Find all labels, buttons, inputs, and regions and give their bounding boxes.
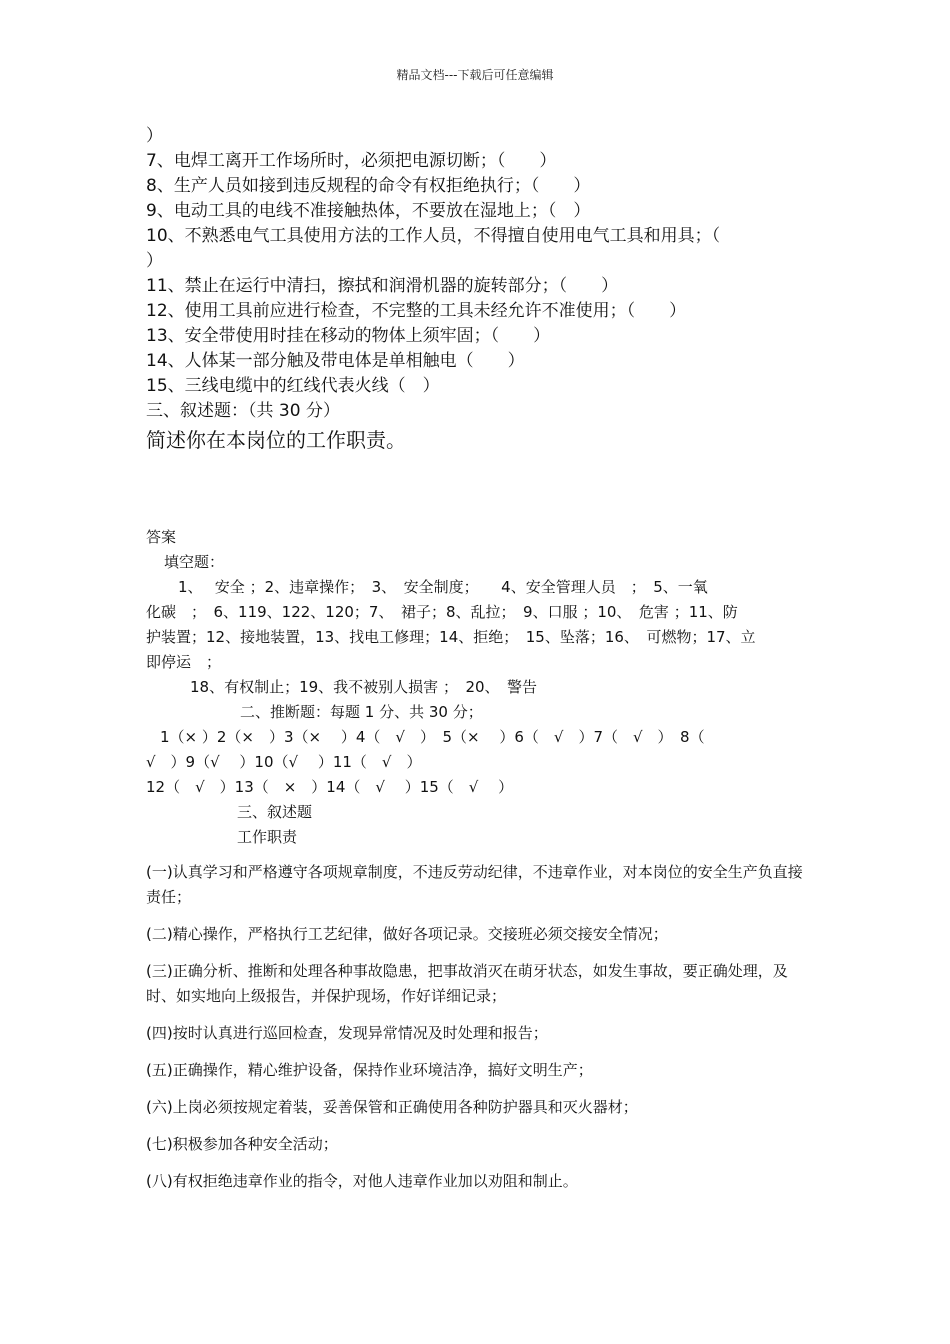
duty-item: (二)精心操作，严格执行工艺纪律，做好各项记录。交接班必须交接安全情况； <box>146 925 668 943</box>
question-13: 13、安全带使用时挂在移动的物体上须牢固；（ ） <box>146 326 551 346</box>
section-3-heading: 三、叙述题：（共 30 分） <box>146 401 340 421</box>
question-7: 7、电焊工离开工作场所时，必须把电源切断；（ ） <box>146 151 557 171</box>
question-6-tail: ） <box>146 126 163 146</box>
essay-prompt: 简述你在本岗位的工作职责。 <box>146 428 406 452</box>
duty-item: (六)上岗必须按规定着装，妥善保管和正确使用各种防护器具和灭火器材； <box>146 1098 638 1116</box>
question-10: 10、不熟悉电气工具使用方法的工作人员，不得擅自使用电气工具和用具；（ <box>146 226 721 246</box>
question-15: 15、三线电缆中的红线代表火线（ ） <box>146 376 440 396</box>
page-header: 精品文档---下载后可任意编辑 <box>396 68 554 82</box>
duty-title: 工作职责 <box>237 828 298 846</box>
answers-title: 答案 <box>146 528 177 546</box>
duty-item: (七)积极参加各种安全活动； <box>146 1135 338 1153</box>
question-12: 12、使用工具前应进行检查，不完整的工具未经允许不准使用；（ ） <box>146 301 687 321</box>
duty-item: (三)正确分析、推断和处理各种事故隐患，把事故消灭在萌牙状态，如发生事故，要正确处理，及时、如实地向上级报告，并保护现场，作好详细记录； <box>146 962 788 1005</box>
fill-answers-line-1: 1、 安全 ；2、违章操作； 3、 安全制度； 4、安全管理人员 ； 5、一氧 <box>178 578 708 596</box>
fill-answers-title: 填空题： <box>164 553 225 571</box>
question-9: 9、电动工具的电线不准接触热体，不要放在湿地上；（ ） <box>146 201 591 221</box>
judge-answers-title: 二、推断题：每题 1 分、共 30 分； <box>240 703 483 721</box>
fill-answers-line-4: 即停运 ； <box>146 653 222 671</box>
duty-item: (四)按时认真进行巡回检查，发现异常情况及时处理和报告； <box>146 1024 548 1042</box>
question-14: 14、人体某一部分触及带电体是单相触电（ ） <box>146 351 525 371</box>
question-10-tail: ） <box>146 251 163 271</box>
judge-answers-line-3: 12（ √ ）13（ × ）14（ √ ）15（ √ ） <box>146 778 514 796</box>
duty-item: (八)有权拒绝违章作业的指令，对他人违章作业加以劝阻和制止。 <box>146 1172 578 1190</box>
question-8: 8、生产人员如接到违反规程的命令有权拒绝执行；（ ） <box>146 176 591 196</box>
fill-answers-line-5: 18、有权制止；19、我不被别人损害 ； 20、 警告 <box>190 678 538 696</box>
fill-answers-line-2: 化碳 ； 6、119、122、120；7、 裙子；8、乱拉； 9、口服 ；10、 危害 ；11、防 <box>146 603 738 621</box>
question-11: 11、禁止在运行中清扫，擦拭和润滑机器的旋转部分；（ ） <box>146 276 619 296</box>
judge-answers-line-1: 1（× ）2（× ）3（× ）4（ √ ） 5（× ）6（ √ ）7（ √ ） 8（ <box>160 728 705 746</box>
duty-item: (一)认真学习和严格遵守各项规章制度，不违反劳动纪律，不违章作业，对本岗位的安全生产负直接责任； <box>146 863 803 906</box>
judge-answers-line-2: √ ）9（√ ）10（√ ）11（ √ ） <box>146 753 422 771</box>
duty-item: (五)正确操作，精心维护设备，保持作业环境洁净，搞好文明生产； <box>146 1061 593 1079</box>
essay-answers-title: 三、叙述题 <box>237 803 313 821</box>
fill-answers-line-3: 护装置；12、接地装置，13、找电工修理；14、拒绝； 15、坠落；16、 可燃物；17、立 <box>146 628 756 646</box>
